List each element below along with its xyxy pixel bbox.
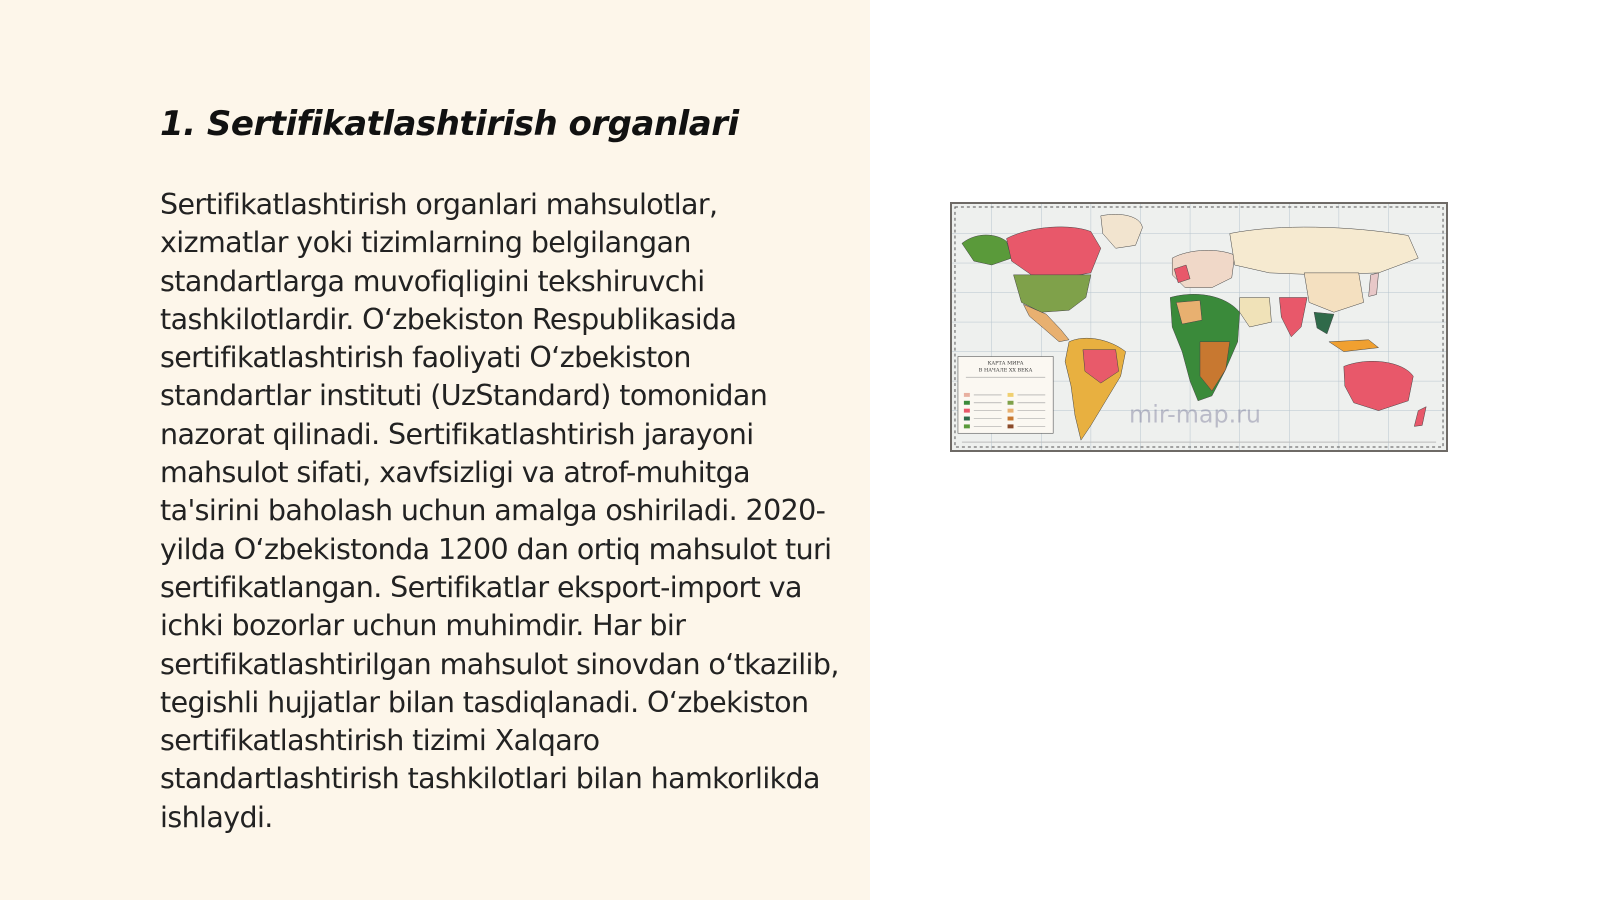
world-map-image — [950, 202, 1448, 452]
legend-title-2: В НАЧАЛЕ XX ВЕКА — [978, 367, 1033, 374]
slide-body-text: Sertifikatlashtirish organlari mahsulotlar, xizmatlar yoki tizimlarning belgilangan standartlarga muvofiqligini tekshiruvchi tashkilotlardir. O‘zbekiston Respublikasida sertifikatlashtirish faoliyati O‘zbekiston standartlar instituti (UzStandard) tomonidan nazorat qilinadi. Sertifikatlashtirish jarayoni mahsulot sifati, xavfsizligi va atrof-muhitga ta'sirini baholash uchun amalga oshiriladi. 2020-yilda O‘zbekistonda 1200 dan ortiq mahsulot turi sertifikatlangan. Sertifikatlar eksport-import va ichki bozorlar uchun muhimdir. Har bir sertifikatlashtirilgan mahsulot sinovdan o‘tkazilib, tegishli hujjatlar bilan tasdiqlanadi. O‘zbekiston sertifikatlashtirish tizimi Xalqaro standartlashtirish tashkilotlari bilan hamkorlikda ishlaydi. — [160, 188, 839, 834]
map-legend — [958, 357, 1053, 434]
slide-title: 1. Sertifikatlashtirish organlari — [160, 104, 739, 144]
map-watermark: mir-map.ru — [1129, 400, 1262, 429]
legend-title-1: КАРТА МИРА — [987, 360, 1024, 367]
world-map-illustration — [952, 204, 1446, 450]
